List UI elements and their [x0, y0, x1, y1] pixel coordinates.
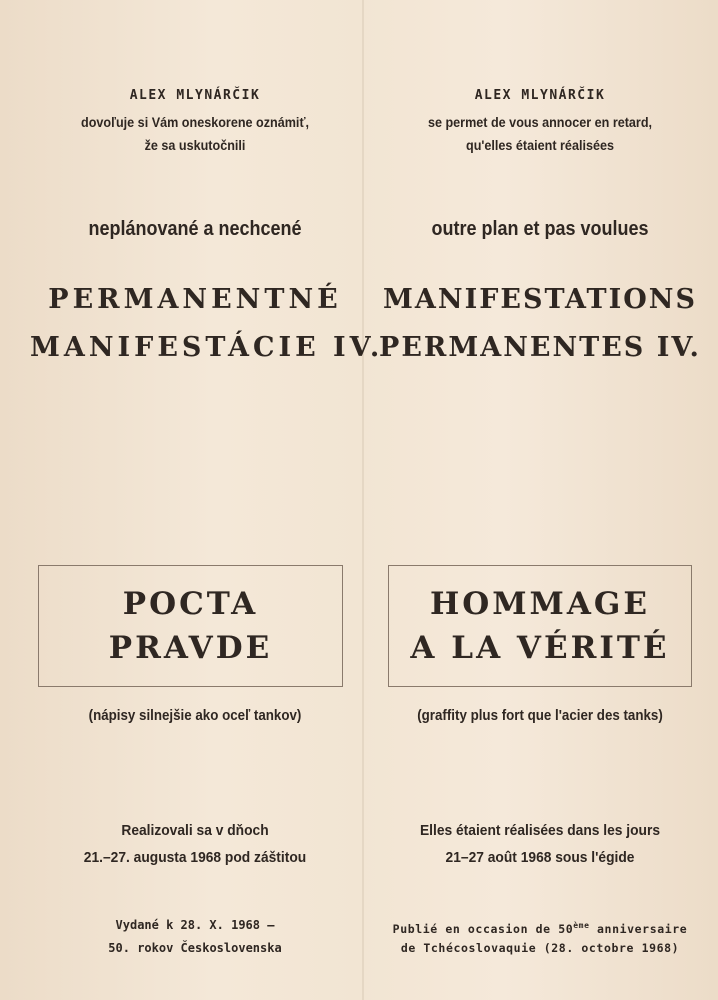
box-title-line-2: A LA VÉRITÉ [410, 630, 670, 666]
publish-line-1-text: Publié en occasion de 50 [392, 922, 574, 936]
intro-line-1: dovoľuje si Vám oneskorene oznámiť, [81, 114, 309, 130]
realized-line-2: 21.–27. augusta 1968 pod záštitou [83, 849, 307, 866]
tribute-box [38, 565, 343, 687]
title-line-1: MANIFESTATIONS [383, 284, 697, 315]
publish-line-1: Vydané k 28. X. 1968 — [115, 918, 275, 932]
subtitle: neplánované a nechcené [88, 218, 302, 240]
center-fold [362, 0, 364, 1000]
french-column [372, 0, 708, 1000]
intro-line-2: qu'elles étaient réalisées [466, 137, 614, 153]
title-line-2: MANIFESTÁCIE IV. [30, 332, 384, 363]
title-line-2: PERMANENTES IV. [379, 332, 701, 363]
realized-line-1: Realizovali sa v dňoch [121, 822, 269, 839]
author-name: ALEX MLYNÁRČIK [129, 88, 261, 103]
box-title-line-1: HOMMAGE [429, 586, 651, 622]
subtitle: outre plan et pas voulues [431, 218, 649, 240]
author-name: ALEX MLYNÁRČIK [474, 88, 606, 103]
publish-line-2: de Tchécoslovaquie (28. octobre 1968) [400, 941, 680, 955]
box-note: (graffity plus fort que l'acier des tanks) [417, 708, 663, 724]
realized-line-2: 21–27 août 1968 sous l'égide [445, 849, 635, 866]
slovak-column [30, 0, 384, 1000]
intro-line-2: že sa uskutočnili [144, 137, 246, 153]
publish-line-2: 50. rokov Československa [108, 941, 282, 955]
ordinal-suffix: ème [573, 921, 590, 930]
box-title-line-2: PRAVDE [108, 630, 273, 666]
tribute-box [388, 565, 692, 687]
title-line-1: PERMANENTNÉ [48, 284, 342, 315]
realized-line-1: Elles étaient réalisées dans les jours [419, 822, 661, 839]
intro-line-1: se permet de vous annocer en retard, [427, 114, 653, 130]
box-note: (nápisy silnejšie ako oceľ tankov) [88, 708, 302, 724]
publish-line-1-end: anniversaire [589, 922, 688, 936]
box-title-line-1: POCTA [122, 586, 259, 622]
